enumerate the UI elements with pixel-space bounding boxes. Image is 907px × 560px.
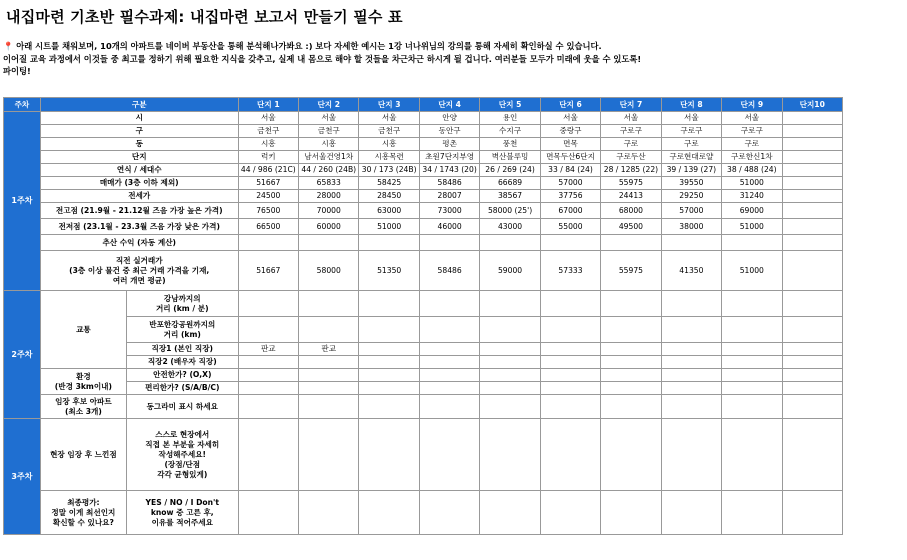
value-cell[interactable] <box>661 395 721 419</box>
value-cell[interactable]: 남서울건영1차 <box>299 151 359 164</box>
value-cell[interactable] <box>540 491 600 535</box>
table-row <box>4 343 843 356</box>
value-cell[interactable] <box>359 291 419 317</box>
table-row <box>4 235 843 251</box>
header-complex: 단지 3 <box>359 98 419 112</box>
value-cell[interactable]: 서울 <box>359 112 419 125</box>
value-cell[interactable]: 43000 <box>480 219 540 235</box>
value-cell[interactable] <box>299 395 359 419</box>
table-row <box>4 219 843 235</box>
value-cell[interactable] <box>419 369 479 382</box>
value-cell[interactable] <box>480 343 540 356</box>
value-cell[interactable] <box>359 369 419 382</box>
value-cell[interactable] <box>480 235 540 251</box>
value-cell[interactable] <box>480 356 540 369</box>
value-cell[interactable]: 구로 <box>661 138 721 151</box>
value-cell[interactable] <box>782 369 842 382</box>
value-cell[interactable]: 용인 <box>480 112 540 125</box>
value-cell[interactable]: 판교 <box>299 343 359 356</box>
value-cell[interactable]: 24500 <box>238 190 298 203</box>
value-cell[interactable]: 금천구 <box>238 125 298 138</box>
value-cell[interactable] <box>601 395 661 419</box>
value-cell[interactable] <box>480 317 540 343</box>
value-cell[interactable]: 66500 <box>238 219 298 235</box>
value-cell[interactable] <box>782 112 842 125</box>
group-label: 임장 후보 아파트 (최소 3개) <box>40 395 126 419</box>
row-label: 동 <box>40 138 238 151</box>
value-cell[interactable] <box>782 164 842 177</box>
value-cell[interactable] <box>540 419 600 491</box>
value-cell[interactable] <box>480 491 540 535</box>
value-cell[interactable] <box>540 395 600 419</box>
table-row <box>4 112 843 125</box>
value-cell[interactable]: 금천구 <box>299 125 359 138</box>
value-cell[interactable]: 구로현대로얄 <box>661 151 721 164</box>
week-cell: 2주차 <box>4 291 41 419</box>
value-cell[interactable] <box>238 235 298 251</box>
table-row <box>4 395 843 419</box>
value-cell[interactable]: 49500 <box>601 219 661 235</box>
row-label: 전세가 <box>40 190 238 203</box>
value-cell[interactable] <box>419 343 479 356</box>
value-cell[interactable] <box>238 491 298 535</box>
table-row <box>4 369 843 382</box>
value-cell[interactable] <box>480 291 540 317</box>
value-cell[interactable] <box>722 235 782 251</box>
value-cell[interactable] <box>601 419 661 491</box>
value-cell[interactable] <box>419 356 479 369</box>
value-cell[interactable]: 구로구 <box>722 125 782 138</box>
value-cell[interactable]: 26 / 269 (24) <box>480 164 540 177</box>
value-cell[interactable] <box>601 235 661 251</box>
value-cell[interactable] <box>299 317 359 343</box>
value-cell[interactable] <box>540 356 600 369</box>
value-cell[interactable] <box>359 356 419 369</box>
value-cell[interactable] <box>722 317 782 343</box>
value-cell[interactable]: 38567 <box>480 190 540 203</box>
value-cell[interactable] <box>238 317 298 343</box>
value-cell[interactable] <box>601 369 661 382</box>
value-cell[interactable]: 63000 <box>359 203 419 219</box>
row-label: 연식 / 세대수 <box>40 164 238 177</box>
table-row <box>4 190 843 203</box>
value-cell[interactable] <box>661 419 721 491</box>
value-cell[interactable]: 76500 <box>238 203 298 219</box>
header-complex: 단지 9 <box>722 98 782 112</box>
row-label: 직전 실거래가 (3층 이상 물건 중 최근 거래 가격을 기재, 여러 개면 평균) <box>40 251 238 291</box>
value-cell[interactable]: 34 / 1743 (20) <box>419 164 479 177</box>
value-cell[interactable] <box>782 291 842 317</box>
value-cell[interactable] <box>419 235 479 251</box>
row-label: 추산 수익 (자동 계산) <box>40 235 238 251</box>
value-cell[interactable]: 55975 <box>601 251 661 291</box>
value-cell[interactable]: 구로구 <box>661 125 721 138</box>
header-complex: 단지 1 <box>238 98 298 112</box>
value-cell[interactable] <box>419 382 479 395</box>
value-cell[interactable]: 시흥 <box>359 138 419 151</box>
value-cell[interactable] <box>782 138 842 151</box>
header-complex: 단지 6 <box>540 98 600 112</box>
value-cell[interactable] <box>661 382 721 395</box>
value-cell[interactable]: 44 / 260 (24B) <box>299 164 359 177</box>
value-cell[interactable] <box>359 235 419 251</box>
value-cell[interactable] <box>782 151 842 164</box>
value-cell[interactable]: 57000 <box>540 177 600 190</box>
value-cell[interactable] <box>299 235 359 251</box>
table-row <box>4 382 843 395</box>
value-cell[interactable] <box>601 291 661 317</box>
value-cell[interactable]: 28000 <box>299 190 359 203</box>
row-label: 강남까지의 거리 (km / 분) <box>126 291 238 317</box>
value-cell[interactable]: 수지구 <box>480 125 540 138</box>
value-cell[interactable] <box>359 382 419 395</box>
value-cell[interactable] <box>601 356 661 369</box>
value-cell[interactable]: 서울 <box>722 112 782 125</box>
value-cell[interactable]: 28 / 1285 (22) <box>601 164 661 177</box>
row-label: YES / NO / I Don't know 중 고른 후, 이유를 적어주세요 <box>126 491 238 535</box>
value-cell[interactable]: 44 / 986 (21C) <box>238 164 298 177</box>
value-cell[interactable]: 51667 <box>238 177 298 190</box>
value-cell[interactable] <box>299 369 359 382</box>
value-cell[interactable]: 서울 <box>238 112 298 125</box>
value-cell[interactable]: 68000 <box>601 203 661 219</box>
value-cell[interactable] <box>661 235 721 251</box>
group-label: 환경 (반경 3km이내) <box>40 369 126 395</box>
table-row <box>4 138 843 151</box>
value-cell[interactable]: 30 / 173 (24B) <box>359 164 419 177</box>
value-cell[interactable] <box>782 382 842 395</box>
value-cell[interactable]: 서울 <box>540 112 600 125</box>
value-cell[interactable] <box>722 395 782 419</box>
table-row <box>4 291 843 317</box>
pin-icon: 📍 <box>3 41 14 51</box>
value-cell[interactable] <box>661 317 721 343</box>
value-cell[interactable] <box>782 125 842 138</box>
value-cell[interactable]: 55000 <box>540 219 600 235</box>
value-cell[interactable]: 51000 <box>722 219 782 235</box>
row-label: 매매가 (3층 이하 제외) <box>40 177 238 190</box>
value-cell[interactable] <box>722 369 782 382</box>
value-cell[interactable]: 38 / 488 (24) <box>722 164 782 177</box>
group-label: 교통 <box>40 291 126 369</box>
header-row <box>4 98 843 112</box>
value-cell[interactable] <box>782 235 842 251</box>
group-label: 현장 임장 후 느낀점 <box>40 419 126 491</box>
row-label: 단지 <box>40 151 238 164</box>
value-cell[interactable]: 51000 <box>722 177 782 190</box>
intro-line-1: 아래 시트를 채워보며, 10개의 아파트를 네이버 부동산을 통해 분석해나가봐요 :) 보다 자세한 예시는 1강 너나위님의 강의를 통해 자세히 확인하실 수 있습니다. <box>16 41 602 51</box>
intro-text <box>3 40 903 78</box>
report-table <box>3 97 843 535</box>
value-cell[interactable] <box>299 491 359 535</box>
value-cell[interactable] <box>722 291 782 317</box>
value-cell[interactable]: 66689 <box>480 177 540 190</box>
value-cell[interactable] <box>540 235 600 251</box>
table-row <box>4 151 843 164</box>
header-complex: 단지 5 <box>480 98 540 112</box>
table-row <box>4 491 843 535</box>
value-cell[interactable]: 58000 (25') <box>480 203 540 219</box>
value-cell[interactable]: 58486 <box>419 251 479 291</box>
intro-line-2: 이어질 교육 과정에서 이것들 중 최고를 정하기 위해 필요한 지식을 갖추고, 실제 내 몸으로 해야 할 것들을 차근차근 하시게 될 겁니다. 여러분들 모두가 미래에 웃을 수 있도록! <box>3 53 642 64</box>
value-cell[interactable]: 38000 <box>661 219 721 235</box>
value-cell[interactable] <box>782 395 842 419</box>
value-cell[interactable]: 46000 <box>419 219 479 235</box>
value-cell[interactable]: 시흥 <box>299 138 359 151</box>
value-cell[interactable] <box>359 419 419 491</box>
header-complex: 단지 4 <box>419 98 479 112</box>
value-cell[interactable] <box>782 491 842 535</box>
value-cell[interactable]: 58000 <box>299 251 359 291</box>
value-cell[interactable] <box>238 419 298 491</box>
group-label: 최종평가: 정말 이게 최선인지 확신할 수 있나요? <box>40 491 126 535</box>
value-cell[interactable] <box>661 343 721 356</box>
value-cell[interactable] <box>661 356 721 369</box>
value-cell[interactable]: 51667 <box>238 251 298 291</box>
value-cell[interactable] <box>419 419 479 491</box>
week-cell: 3주차 <box>4 419 41 535</box>
value-cell[interactable] <box>359 317 419 343</box>
value-cell[interactable] <box>480 382 540 395</box>
value-cell[interactable]: 서울 <box>299 112 359 125</box>
value-cell[interactable]: 37756 <box>540 190 600 203</box>
value-cell[interactable]: 구로두산 <box>601 151 661 164</box>
value-cell[interactable] <box>299 382 359 395</box>
row-label: 전저점 (23.1월 - 23.3월 즈음 가장 낮은 가격) <box>40 219 238 235</box>
header-complex: 단지 8 <box>661 98 721 112</box>
value-cell[interactable]: 58425 <box>359 177 419 190</box>
value-cell[interactable] <box>419 491 479 535</box>
value-cell[interactable] <box>480 395 540 419</box>
value-cell[interactable]: 면목 <box>540 138 600 151</box>
value-cell[interactable]: 29250 <box>661 190 721 203</box>
row-label: 시 <box>40 112 238 125</box>
value-cell[interactable]: 풍천 <box>480 138 540 151</box>
value-cell[interactable]: 59000 <box>480 251 540 291</box>
value-cell[interactable]: 39 / 139 (27) <box>661 164 721 177</box>
value-cell[interactable] <box>238 369 298 382</box>
value-cell[interactable]: 57333 <box>540 251 600 291</box>
value-cell[interactable]: 55975 <box>601 177 661 190</box>
value-cell[interactable] <box>419 317 479 343</box>
value-cell[interactable]: 65833 <box>299 177 359 190</box>
value-cell[interactable]: 중랑구 <box>540 125 600 138</box>
value-cell[interactable]: 구로한신1차 <box>722 151 782 164</box>
row-label: 구 <box>40 125 238 138</box>
value-cell[interactable]: 70000 <box>299 203 359 219</box>
row-label: 편리한가? (S/A/B/C) <box>126 382 238 395</box>
value-cell[interactable] <box>661 369 721 382</box>
value-cell[interactable] <box>722 491 782 535</box>
table-row <box>4 251 843 291</box>
value-cell[interactable] <box>661 291 721 317</box>
value-cell[interactable] <box>782 317 842 343</box>
value-cell[interactable] <box>540 291 600 317</box>
value-cell[interactable] <box>480 419 540 491</box>
table-row <box>4 419 843 491</box>
value-cell[interactable] <box>238 291 298 317</box>
value-cell[interactable] <box>540 343 600 356</box>
value-cell[interactable] <box>782 251 842 291</box>
value-cell[interactable]: 금천구 <box>359 125 419 138</box>
value-cell[interactable] <box>359 491 419 535</box>
row-label: 동그라미 표시 하세요 <box>126 395 238 419</box>
value-cell[interactable] <box>601 343 661 356</box>
value-cell[interactable]: 24413 <box>601 190 661 203</box>
table-row <box>4 164 843 177</box>
header-complex: 단지 2 <box>299 98 359 112</box>
value-cell[interactable]: 구로 <box>722 138 782 151</box>
value-cell[interactable]: 시흥 <box>238 138 298 151</box>
value-cell[interactable]: 69000 <box>722 203 782 219</box>
header-complex: 단지10 <box>782 98 842 112</box>
value-cell[interactable] <box>601 382 661 395</box>
value-cell[interactable] <box>782 419 842 491</box>
value-cell[interactable] <box>359 395 419 419</box>
value-cell[interactable] <box>299 419 359 491</box>
value-cell[interactable] <box>782 177 842 190</box>
value-cell[interactable]: 51000 <box>722 251 782 291</box>
value-cell[interactable] <box>782 219 842 235</box>
row-label: 스스로 현장에서 직접 본 부분을 자세히 작성해주세요! (장점/단점 각각 균형있게) <box>126 419 238 491</box>
value-cell[interactable]: 서울 <box>601 112 661 125</box>
value-cell[interactable]: 판교 <box>238 343 298 356</box>
value-cell[interactable]: 28450 <box>359 190 419 203</box>
value-cell[interactable]: 면목두산6단지 <box>540 151 600 164</box>
value-cell[interactable] <box>661 491 721 535</box>
value-cell[interactable] <box>540 382 600 395</box>
value-cell[interactable]: 51000 <box>359 219 419 235</box>
header-week: 주차 <box>4 98 41 112</box>
value-cell[interactable] <box>238 382 298 395</box>
value-cell[interactable]: 구로 <box>601 138 661 151</box>
value-cell[interactable] <box>419 291 479 317</box>
week-cell: 1주차 <box>4 112 41 291</box>
value-cell[interactable] <box>782 190 842 203</box>
value-cell[interactable]: 73000 <box>419 203 479 219</box>
value-cell[interactable]: 33 / 84 (24) <box>540 164 600 177</box>
value-cell[interactable]: 서울 <box>661 112 721 125</box>
value-cell[interactable]: 럭키 <box>238 151 298 164</box>
value-cell[interactable] <box>722 419 782 491</box>
value-cell[interactable] <box>601 491 661 535</box>
value-cell[interactable] <box>722 343 782 356</box>
value-cell[interactable]: 51350 <box>359 251 419 291</box>
value-cell[interactable]: 시흥목련 <box>359 151 419 164</box>
value-cell[interactable] <box>238 395 298 419</box>
value-cell[interactable] <box>601 317 661 343</box>
value-cell[interactable]: 41350 <box>661 251 721 291</box>
value-cell[interactable] <box>722 382 782 395</box>
value-cell[interactable] <box>359 343 419 356</box>
value-cell[interactable]: 벽산블루밍 <box>480 151 540 164</box>
value-cell[interactable] <box>419 395 479 419</box>
value-cell[interactable]: 39550 <box>661 177 721 190</box>
header-category: 구분 <box>40 98 238 112</box>
value-cell[interactable] <box>299 356 359 369</box>
value-cell[interactable]: 31240 <box>722 190 782 203</box>
value-cell[interactable]: 57000 <box>661 203 721 219</box>
row-label: 직장2 (배우자 직장) <box>126 356 238 369</box>
value-cell[interactable] <box>238 356 298 369</box>
value-cell[interactable]: 60000 <box>299 219 359 235</box>
value-cell[interactable] <box>299 291 359 317</box>
header-complex: 단지 7 <box>601 98 661 112</box>
value-cell[interactable] <box>480 369 540 382</box>
value-cell[interactable] <box>540 317 600 343</box>
page-title: 내집마련 기초반 필수과제: 내집마련 보고서 만들기 필수 표 <box>6 8 403 26</box>
value-cell[interactable] <box>782 203 842 219</box>
value-cell[interactable] <box>782 356 842 369</box>
value-cell[interactable]: 58486 <box>419 177 479 190</box>
value-cell[interactable] <box>782 343 842 356</box>
row-label: 직장1 (본인 직장) <box>126 343 238 356</box>
value-cell[interactable]: 초원7단지부영 <box>419 151 479 164</box>
value-cell[interactable]: 구로구 <box>601 125 661 138</box>
row-label: 반포한강공원까지의 거리 (km) <box>126 317 238 343</box>
intro-line-3: 파이팅! <box>3 66 31 76</box>
value-cell[interactable] <box>540 369 600 382</box>
table-row <box>4 177 843 190</box>
value-cell[interactable]: 안양 <box>419 112 479 125</box>
value-cell[interactable]: 평촌 <box>419 138 479 151</box>
value-cell[interactable]: 28007 <box>419 190 479 203</box>
row-label: 전고점 (21.9월 - 21.12월 즈음 가장 높은 가격) <box>40 203 238 219</box>
value-cell[interactable] <box>722 356 782 369</box>
table-row <box>4 203 843 219</box>
table-row <box>4 317 843 343</box>
value-cell[interactable]: 동안구 <box>419 125 479 138</box>
row-label: 안전한가? (O,X) <box>126 369 238 382</box>
table-row <box>4 125 843 138</box>
value-cell[interactable]: 67000 <box>540 203 600 219</box>
table-row <box>4 356 843 369</box>
